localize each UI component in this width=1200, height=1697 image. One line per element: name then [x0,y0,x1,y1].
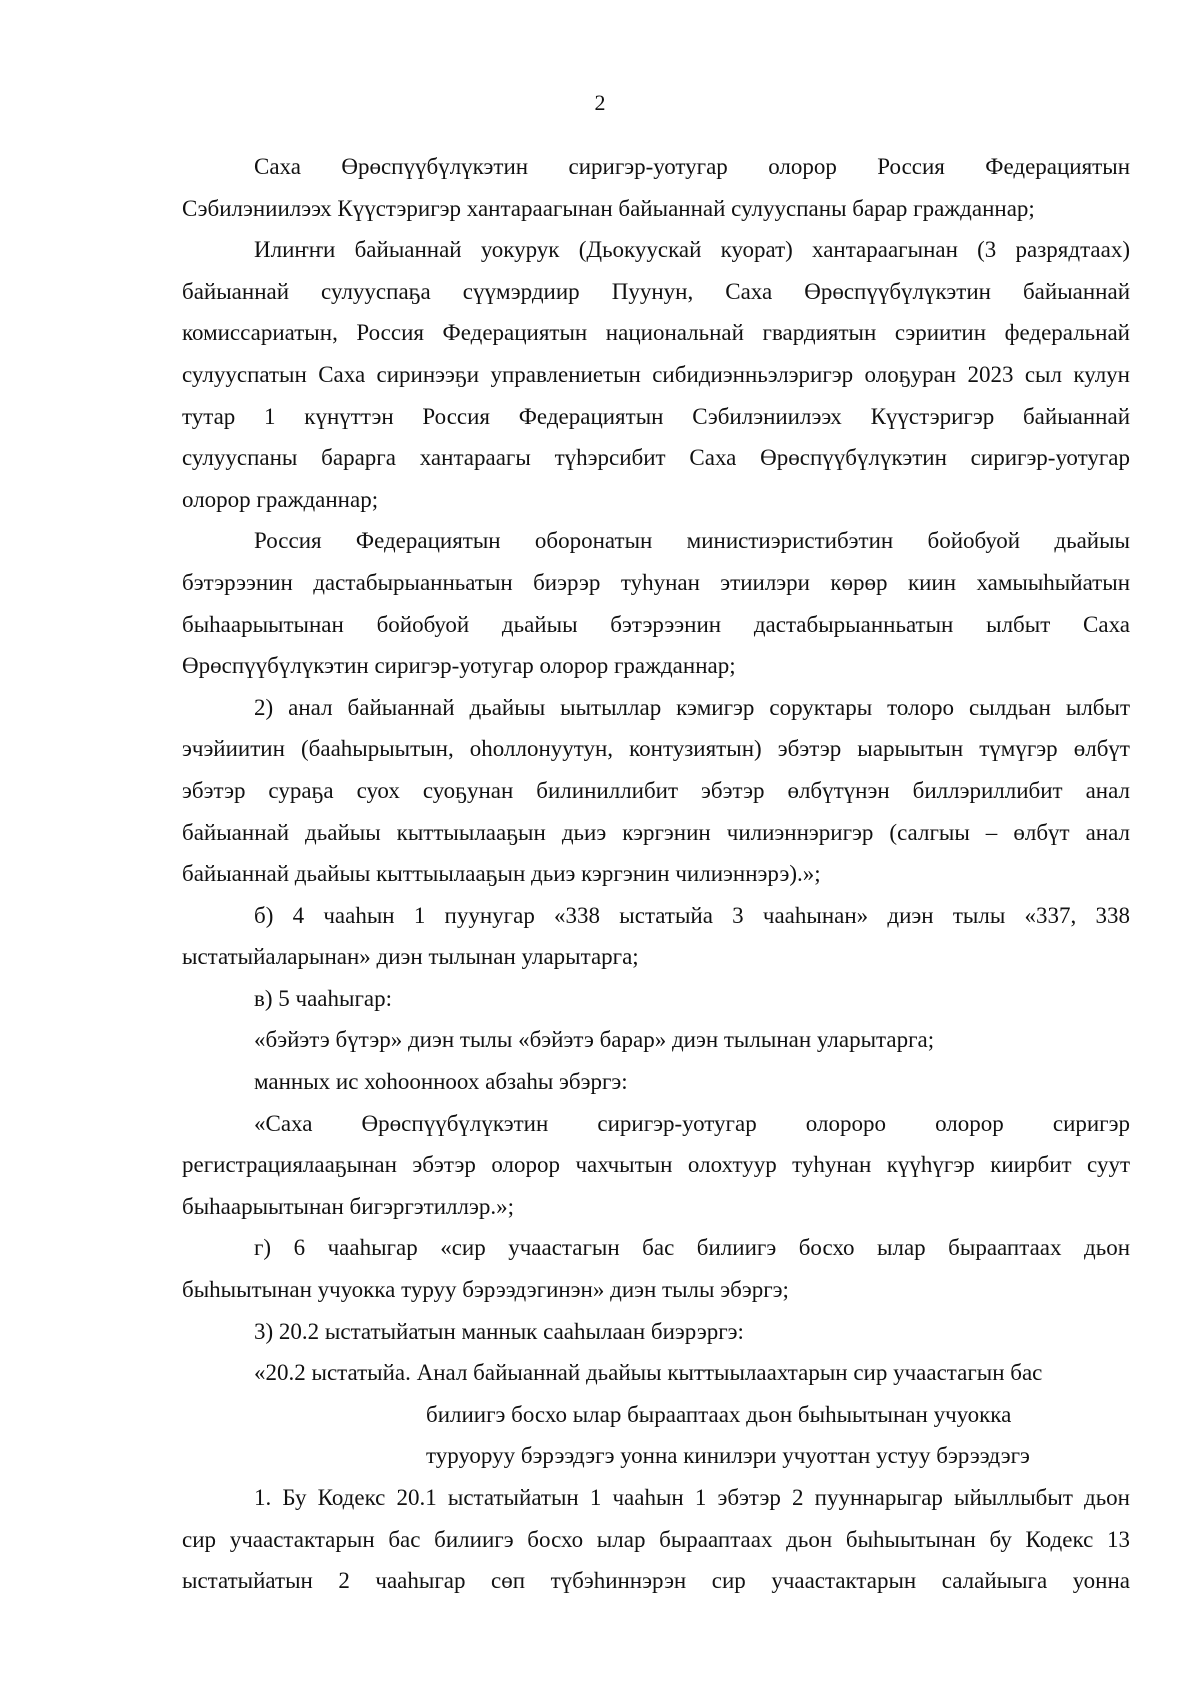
text-line: манных ис хоһоонноох абзаһы эбэргэ: [254,1069,628,1095]
text-line: г) 6 чааһыгар «сир учаастагын бас билиигэ босхо ылар бырааптаах дьон [254,1235,1130,1261]
text-line: сулууспатын Саха сиринээҕи управлениетын сибидиэнньэлэригэр олоҕуран 2023 сыл кулун [182,361,1130,387]
text-line: ыстатыйатын 2 чааһыгар сөп түбэһиннэрэн сир учаастактарын салайыыга уонна [182,1568,1130,1594]
article-heading-line: билиигэ босхо ылар бырааптаах дьон быһыытынан учуокка [426,1401,1012,1427]
text-line: Өрөспүүбүлүкэтин сиригэр-уотугар олорор гражданнар; [182,653,736,679]
text-line: эчэйиитин (бааһырыытын, оһоллонуутун, контузиятын) эбэтэр ыарыытын түмүгэр өлбүт [182,736,1130,762]
text-line: регистрациялааҕынан эбэтэр олорор чахчытын олохтуур туһунан күүһүгэр киирбит суут [182,1152,1130,1178]
text-line: Илиҥҥи байыаннай уокурук (Дьокуускай куорат) хантараагынан (3 разрядтаах) [254,237,1130,263]
text-line: Россия Федерациятын оборонатын министиэристибэтин бойобуой дьайыы [254,528,1130,554]
text-line: байыаннай сулууспаҕа сүүмэрдиир Пуунун, Саха Өрөспүүбүлүкэтин байыаннай [182,278,1130,304]
document-body [182,146,1130,1602]
text-line: бэтэрээнин дастабырыанньатын биэрэр туһунан этиилэри көрөр киин хамыыһыйатын [182,569,1130,595]
text-line: ыстатыйаларынан» диэн тылынан уларытарга; [182,944,639,970]
text-line: быһаарыытынан бойобуой дьайыы бэтэрээнин дастабырыанньатын ылбыт Саха [182,611,1130,637]
text-line: «бэйэтэ бүтэр» диэн тылы «бэйэтэ барар» диэн тылынан уларытарга; [254,1027,935,1053]
page-number: 2 [594,90,606,115]
text-line: тутар 1 күнүттэн Россия Федерациятын Сэбилэниилээх Күүстэригэр байыаннай [182,403,1130,429]
text-line: 3) 20.2 ыстатыйатын маннык сааһылаан биэрэргэ: [254,1318,744,1344]
article-heading-line: туруоруу бэрээдэгэ уонна кинилэри учуоттан устуу бэрээдэгэ [426,1443,1030,1469]
text-line: б) 4 чааһын 1 пуунугар «338 ыстатыйа 3 чааһынан» диэн тылы «337, 338 [254,902,1130,928]
text-line: 2) анал байыаннай дьайыы ыытыллар кэмигэр соруктары толоро сылдьан ылбыт [254,694,1130,720]
article-heading-line: «20.2 ыстатыйа. Анал байыаннай дьайыы кыттыылаахтарын сир учаастагын бас [254,1360,1043,1386]
text-line: быһыытынан учуокка туруу бэрээдэгинэн» диэн тылы эбэргэ; [182,1277,789,1303]
text-line: быһаарыытынан бигэргэтиллэр.»; [182,1193,515,1219]
text-line: сир учаастактарын бас билиигэ босхо ылар бырааптаах дьон быһыытынан бу Кодекс 13 [182,1526,1130,1552]
text-line: «Саха Өрөспүүбүлүкэтин сиригэр-уотугар олороро олорор сиригэр [254,1110,1130,1136]
text-line: в) 5 чааһыгар: [254,985,392,1011]
text-line: байыаннай дьайыы кыттыылааҕын дьиэ кэргэнин чилиэннэригэр (салгыы – өлбүт анал [182,819,1130,845]
text-line: байыаннай дьайыы кыттыылааҕын дьиэ кэргэнин чилиэннэрэ).»; [182,861,821,887]
text-line: 1. Бу Кодекс 20.1 ыстатыйатын 1 чааһын 1 эбэтэр 2 пууннарыгар ыйыллыбыт дьон [254,1485,1130,1510]
text-line: эбэтэр сураҕа суох суоҕунан билиниллибит эбэтэр өлбүтүнэн биллэриллибит анал [182,777,1130,803]
text-line: комиссариатын, Россия Федерациятын национальнай гвардиятын сэриитин федеральнай [182,320,1130,346]
text-line: олорор гражданнар; [182,486,379,512]
text-line: сулууспаны бараргa хантараагы түһэрсибит Саха Өрөспүүбүлүкэтин сиригэр-уотугар [182,445,1130,471]
text-line: Саха Өрөспүүбүлүкэтин сиригэр-уотугар олорор Россия Федерациятын [254,154,1130,179]
text-line: Сэбилэниилээх Күүстэригэр хантараагынан байыаннай сулууспаны барар гражданнар; [182,195,1035,221]
